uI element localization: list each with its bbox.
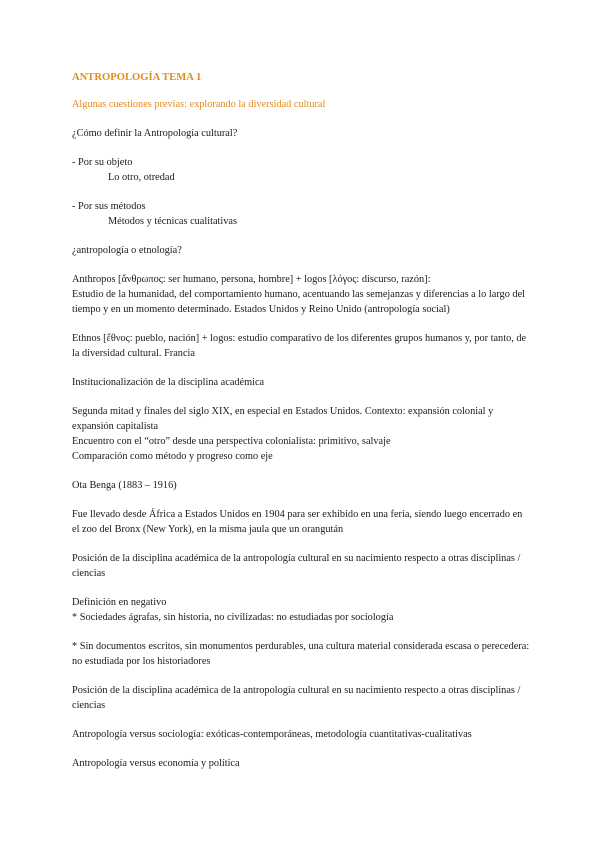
anthropos-block	[72, 272, 530, 317]
sin-documentos-item: * Sin documentos escritos, sin monumentos perdurables, una cultura material considerada escasa o perecedera: no estudiada por los historiadores	[72, 641, 530, 667]
institucionalizacion: Institucionalización de la disciplina académica	[72, 377, 265, 388]
ota-benga-heading: Ota Benga (1883 – 1916)	[72, 480, 177, 491]
anthropos-line-2: Estudio de la humanidad, del comportamiento humano, acentuando las semejanzas y diferencias a lo largo del tiempo y en un momento determinado. Estados Unidos y Reino Unido (antropología social)	[72, 289, 526, 315]
versus-sociologia: Antropología versus sociología: exóticas-contemporáneas, metodología cuantitativas-cualitativas	[72, 729, 472, 740]
versus-economia: Antropología versus economía y política	[72, 758, 240, 769]
document-title: ANTROPOLOGÍA TEMA 1	[72, 72, 202, 83]
context-block	[72, 404, 530, 464]
sociedades-item: * Sociedades ágrafas, sin historia, no civilizadas: no estudiadas por sociología	[72, 612, 394, 623]
definicion-negativo-block	[72, 595, 530, 625]
por-metodos: - Por sus métodos	[72, 201, 146, 212]
por-metodos-block	[72, 199, 530, 229]
anthropos-line-1: Anthropos [ἄνθρωπος: ser humano, persona, hombre] + logos [λόγος: discurso, razón]:	[72, 274, 431, 285]
por-metodos-detail: Métodos y técnicas cualitativas	[108, 216, 237, 227]
por-objeto: - Por su objeto	[72, 157, 133, 168]
segunda-mitad: Segunda mitad y finales del siglo XIX, en especial en Estados Unidos. Contexto: expansión colonial y expansión capitalista	[72, 406, 494, 432]
definicion-negativo: Definición en negativo	[72, 597, 167, 608]
question-define: ¿Cómo definir la Antropología cultural?	[72, 128, 238, 139]
posicion-paragraph-1: Posición de la disciplina académica de la antropología cultural en su nacimiento respecto a otras disciplinas / ciencias	[72, 553, 521, 579]
question-antro-etno: ¿antropología o etnología?	[72, 245, 182, 256]
comparacion: Comparación como método y progreso como eje	[72, 451, 273, 462]
document-subtitle: Algunas cuestiones previas: explorando la diversidad cultural	[72, 99, 326, 110]
posicion-paragraph-2: Posición de la disciplina académica de la antropología cultural en su nacimiento respecto a otras disciplinas / ciencias	[72, 685, 521, 711]
encuentro: Encuentro con el “otro” desde una perspectiva colonialista: primitivo, salvaje	[72, 436, 391, 447]
por-objeto-block	[72, 155, 530, 185]
por-objeto-detail: Lo otro, otredad	[108, 172, 175, 183]
ota-benga-text: Fue llevado desde África a Estados Unidos en 1904 para ser exhibido en una feria, siendo luego encerrado en el zoo del Bronx (New York), en la misma jaula que un orangután	[72, 509, 523, 535]
ethnos-paragraph: Ethnos [ἔθνος: pueblo, nación] + logos: estudio comparativo de los diferentes grupos humanos y, por tanto, de la diversidad cultural. Francia	[72, 333, 527, 359]
